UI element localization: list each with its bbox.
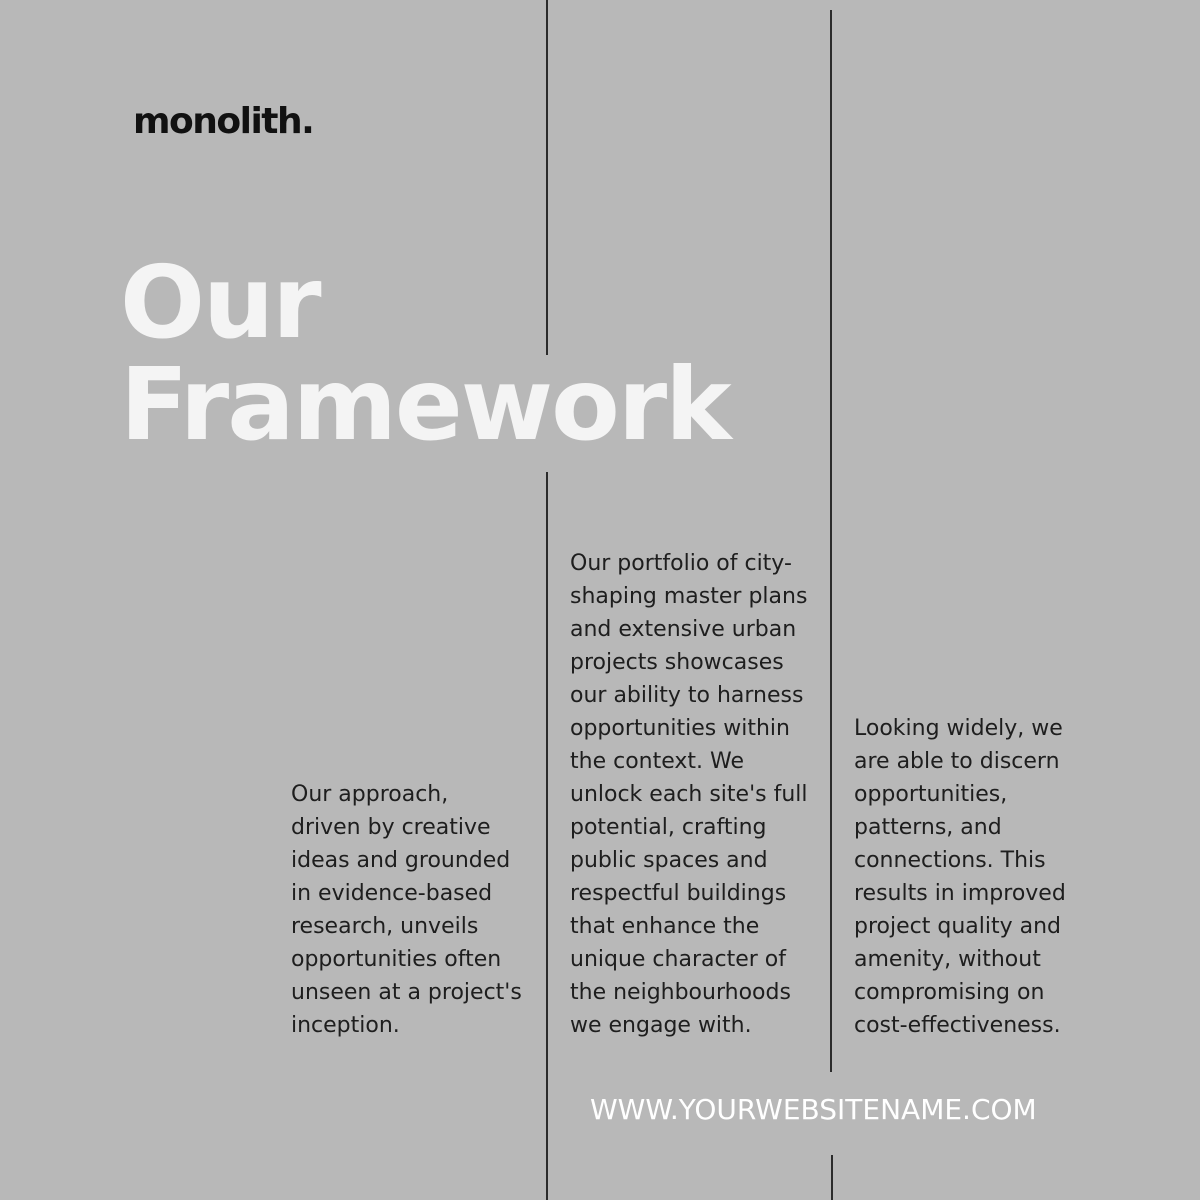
approach-paragraph: Our approach, driven by creative ideas and grounded in evidence-based research, unveils opportunities often unseen at a project's inception. (291, 782, 522, 1038)
portfolio-paragraph: Our portfolio of city- shaping master plans and extensive urban projects showcases our ability to harness opportunities within the context. We unlock each site's full potential, crafting public spaces and respectful buildings that enhance the unique character of the neighbourhoods we engage with. (570, 551, 808, 1038)
divider-line-2-bottom (831, 1155, 833, 1200)
brand-logo: monolith. (133, 101, 314, 142)
outlook-paragraph: Looking widely, we are able to discern opportunities, patterns, and connections. This results in improved project quality and amenity, without compromising on cost-effectiveness. (854, 716, 1066, 1038)
page-title (120, 244, 730, 463)
divider-line-2-top (830, 10, 832, 1072)
website-url: WWW.YOURWEBSITENAME.COM (590, 1093, 1037, 1126)
divider-line-1-bottom (546, 472, 548, 1200)
page-title-line-1: Our (120, 244, 320, 361)
page-title-line-2: Framework (120, 346, 730, 463)
